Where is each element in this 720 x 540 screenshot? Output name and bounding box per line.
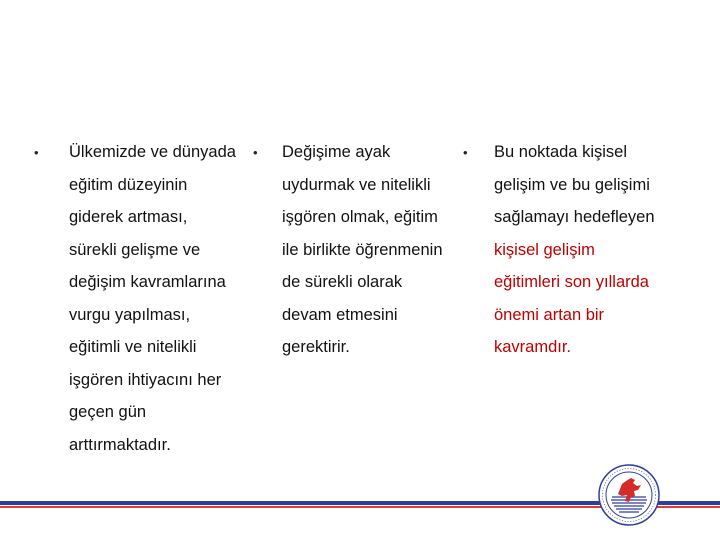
bullet-3: • xyxy=(463,145,468,160)
highlighted-text-line: kişisel gelişim xyxy=(494,240,595,259)
text-line: Ülkemizde ve dünyada xyxy=(69,143,236,161)
text-line: sürekli gelişme ve xyxy=(69,240,201,259)
text-line: gerektirir. xyxy=(282,338,350,356)
text-column-2 xyxy=(282,136,443,364)
university-seal-logo-icon xyxy=(598,464,660,526)
text-line: ile birlikte öğrenmenin xyxy=(282,240,443,259)
highlighted-text-line: önemi artan bir xyxy=(494,305,605,324)
text-line: uydurmak ve nitelikli xyxy=(282,175,431,194)
highlighted-text-line: kavramdır. xyxy=(494,338,572,356)
text-line: sağlamayı hedefleyen xyxy=(494,208,655,226)
text-line: eğitimli ve nitelikli xyxy=(69,338,197,356)
text-column-1 xyxy=(69,136,236,461)
text-line: Bu noktada kişisel xyxy=(494,143,627,161)
text-line: de sürekli olarak xyxy=(282,273,403,291)
text-line: gelişim ve bu gelişimi xyxy=(494,175,650,194)
text-line: değişim kavramlarına xyxy=(69,273,226,291)
text-line: Değişime ayak xyxy=(282,143,391,161)
bullet-2: • xyxy=(253,145,258,160)
text-line: işgören olmak, eğitim xyxy=(282,208,438,226)
bullet-1: • xyxy=(34,145,39,160)
text-line: eğitim düzeyinin xyxy=(69,175,188,194)
text-line: vurgu yapılması, xyxy=(69,305,191,324)
text-line: işgören ihtiyacını her xyxy=(69,370,222,389)
text-column-3 xyxy=(494,136,655,364)
text-line: devam etmesini xyxy=(282,305,398,324)
text-line: giderek artması, xyxy=(69,208,188,226)
text-line: arttırmaktadır. xyxy=(69,435,171,454)
text-line: geçen gün xyxy=(69,403,147,421)
highlighted-text-line: eğitimleri son yıllarda xyxy=(494,273,649,291)
